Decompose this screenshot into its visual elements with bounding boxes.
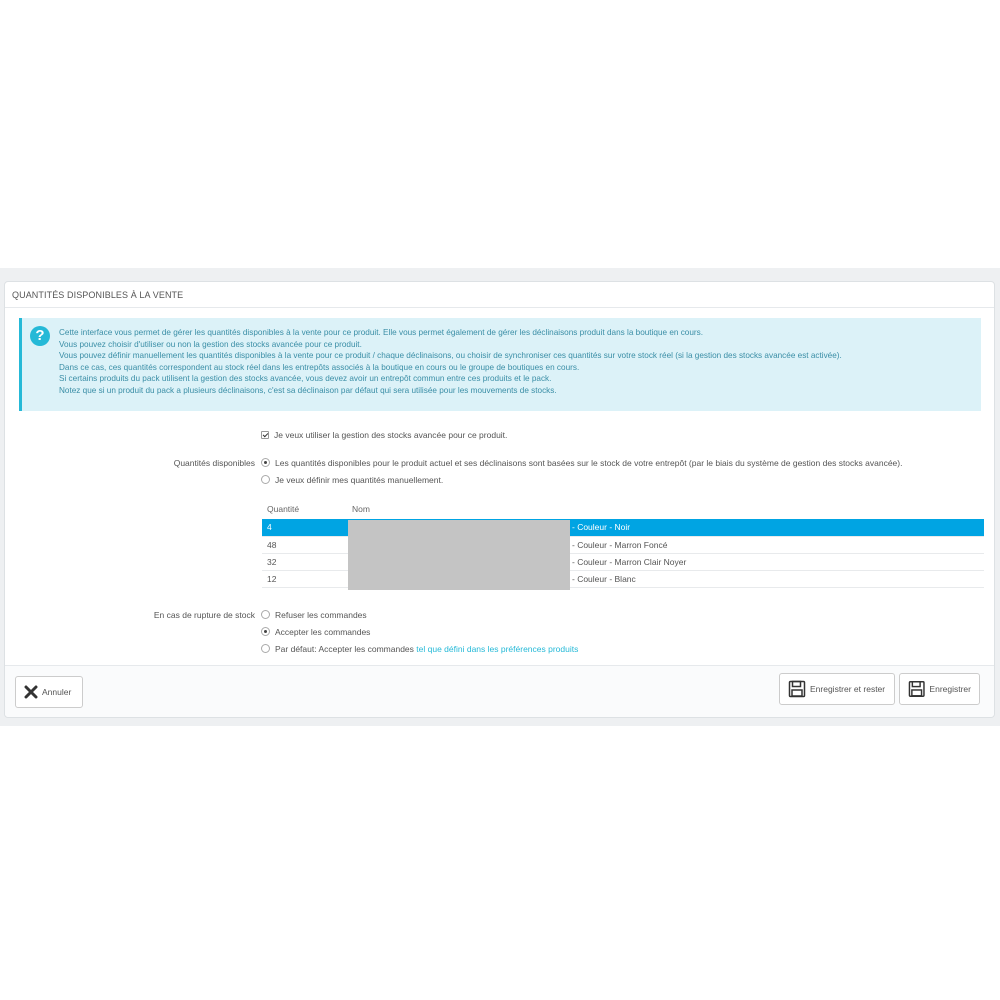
advanced-stock-checkbox[interactable] xyxy=(261,431,269,439)
header-name: Nom xyxy=(352,504,370,514)
header-quantity: Quantité xyxy=(267,504,300,514)
preferences-link[interactable]: tel que défini dans les préférences produits xyxy=(416,644,579,654)
quantity-manual-label: Je veux définir mes quantités manuellement. xyxy=(275,475,444,485)
row-name: - Couleur - Noir xyxy=(567,519,984,536)
save-icon xyxy=(908,680,925,698)
info-line: Dans ce cas, ces quantités correspondent au stock réel dans les entrepôts associés à la boutique en cours ou le groupe de boutiques en cours. xyxy=(59,362,580,372)
cancel-button[interactable] xyxy=(15,676,83,708)
save-button[interactable] xyxy=(899,673,980,705)
save-icon xyxy=(788,680,806,698)
row-quantity: 12 xyxy=(262,570,347,587)
refuse-orders-radio[interactable] xyxy=(261,610,270,619)
available-quantities-label: Quantités disponibles xyxy=(173,458,255,468)
question-icon: ? xyxy=(30,326,50,346)
quantity-manual-radio[interactable] xyxy=(261,475,270,484)
row-name: - Couleur - Marron Foncé xyxy=(567,536,984,553)
save-and-stay-button[interactable] xyxy=(779,673,895,705)
default-orders-label: Par défaut: Accepter les commandes xyxy=(275,644,414,654)
save-label: Enregistrer xyxy=(929,684,971,694)
save-and-stay-label: Enregistrer et rester xyxy=(810,684,886,694)
out-of-stock-refuse[interactable] xyxy=(261,610,367,620)
out-of-stock-label: En cas de rupture de stock xyxy=(153,610,255,620)
available-quantities-panel xyxy=(4,281,995,718)
out-of-stock-default[interactable] xyxy=(261,644,578,654)
quantity-option-manual[interactable] xyxy=(261,475,443,485)
redacted-product-names xyxy=(348,520,570,590)
accept-orders-radio[interactable] xyxy=(261,627,270,636)
panel-footer xyxy=(5,665,994,717)
cancel-label: Annuler xyxy=(42,687,72,697)
quantity-warehouse-label: Les quantités disponibles pour le produit actuel et ses déclinaisons sont basées sur le stock de votre entrepôt (par le biais du système de gestion des stocks avancée). xyxy=(275,458,903,468)
advanced-stock-option[interactable] xyxy=(261,430,507,440)
default-orders-radio[interactable] xyxy=(261,644,270,653)
info-line: Si certains produits du pack utilisent la gestion des stocks avancée, vous devez avoir un entrepôt commun entre ces produits et le pack. xyxy=(59,374,552,383)
row-name: - Couleur - Marron Clair Noyer xyxy=(567,553,984,570)
info-alert xyxy=(19,318,981,411)
accept-orders-label: Accepter les commandes xyxy=(275,627,371,637)
table-header-row xyxy=(262,499,984,519)
close-icon xyxy=(24,685,38,699)
info-line: Cette interface vous permet de gérer les quantités disponibles à la vente pour ce produit. Elle vous permet également de gérer les déclinaisons produit dans la boutique en cours. xyxy=(59,328,704,337)
quantity-option-warehouse[interactable] xyxy=(261,458,902,468)
info-line: Vous pouvez choisir d'utiliser ou non la gestion des stocks avancée pour ce produit. xyxy=(59,339,362,349)
row-quantity: 4 xyxy=(262,519,347,536)
out-of-stock-accept[interactable] xyxy=(261,627,370,637)
panel-title: QUANTITÉS DISPONIBLES À LA VENTE xyxy=(5,282,994,308)
row-quantity: 48 xyxy=(262,536,347,553)
row-quantity: 32 xyxy=(262,553,347,570)
quantity-warehouse-radio[interactable] xyxy=(261,458,270,467)
refuse-orders-label: Refuser les commandes xyxy=(275,610,367,620)
advanced-stock-label: Je veux utiliser la gestion des stocks avancée pour ce produit. xyxy=(274,430,508,440)
info-line: Notez que si un produit du pack a plusieurs déclinaisons, c'est sa déclinaison par défaut qui sera utilisée pour les mouvements de stocks. xyxy=(59,385,557,395)
row-name: - Couleur - Blanc xyxy=(567,570,984,587)
info-line: Vous pouvez définir manuellement les quantités disponibles à la vente pour ce produit / chaque déclinaisons, ou choisir de synchroniser ces quantités sur votre stock réel (si la gestion des stocks avancée est activée). xyxy=(59,351,842,360)
